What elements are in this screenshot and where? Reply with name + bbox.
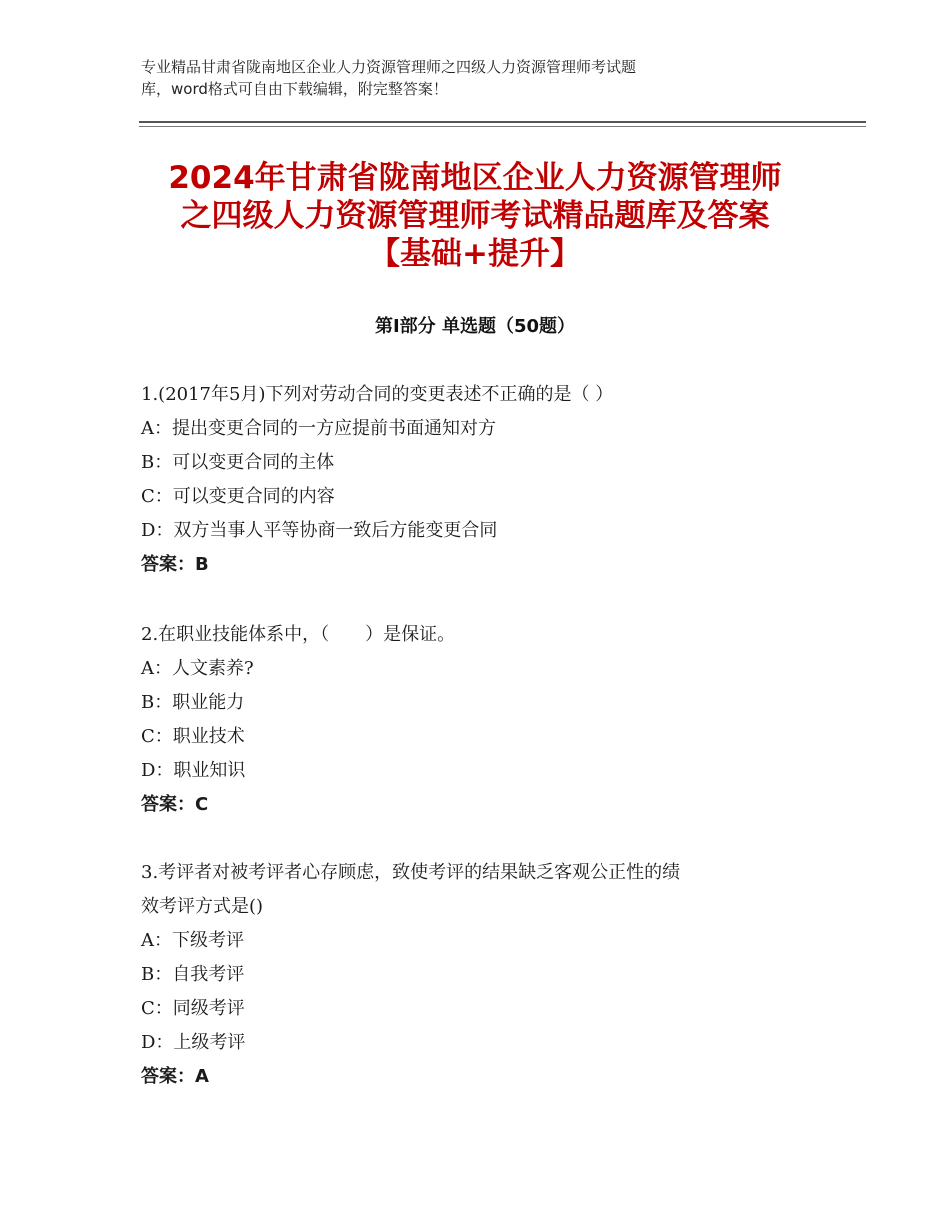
option-c: C：可以变更合同的内容 <box>141 486 335 507</box>
document-title-line: 【基础+提升】 <box>369 236 581 272</box>
question-item <box>141 618 821 822</box>
answer-text: 答案：A <box>141 1066 209 1087</box>
option-a: A：下级考评 <box>141 930 244 951</box>
document-title <box>120 159 830 273</box>
section-title: 第Ⅰ部分 单选题（50题） <box>374 316 575 337</box>
question-item <box>141 378 821 582</box>
question-stem: 3.考评者对被考评者心存顾虑，致使考评的结果缺乏客观公正性的绩 <box>141 862 681 883</box>
document-title-line: 之四级人力资源管理师考试精品题库及答案 <box>180 198 770 234</box>
answer-text: 答案：B <box>141 554 209 575</box>
option-b: B：自我考评 <box>141 964 245 985</box>
option-d: D：上级考评 <box>141 1032 246 1053</box>
option-c: C：职业技术 <box>141 726 245 747</box>
option-a: A：人文素养? <box>141 658 254 679</box>
question-stem-continuation: 效考评方式是() <box>141 896 264 917</box>
header-divider <box>139 121 866 123</box>
option-d: D：职业知识 <box>141 760 246 781</box>
question-stem: 2.在职业技能体系中，（ ）是保证。 <box>141 624 456 645</box>
answer-text: 答案：C <box>141 794 209 815</box>
question-item <box>141 856 821 1094</box>
option-b: B：职业能力 <box>141 692 245 713</box>
option-c: C：同级考评 <box>141 998 245 1019</box>
header-note <box>141 56 781 100</box>
header-note-line: 库，word格式可自由下载编辑，附完整答案！ <box>141 80 448 98</box>
option-b: B：可以变更合同的主体 <box>141 452 335 473</box>
option-d: D：双方当事人平等协商一致后方能变更合同 <box>141 520 498 541</box>
header-divider-thin <box>139 126 866 127</box>
header-note-line: 专业精品甘肃省陇南地区企业人力资源管理师之四级人力资源管理师考试题 <box>141 58 637 76</box>
option-a: A：提出变更合同的一方应提前书面通知对方 <box>141 418 496 439</box>
document-title-line: 2024年甘肃省陇南地区企业人力资源管理师 <box>168 160 782 196</box>
question-stem: 1.(2017年5月)下列对劳动合同的变更表述不正确的是（ ） <box>141 384 614 405</box>
